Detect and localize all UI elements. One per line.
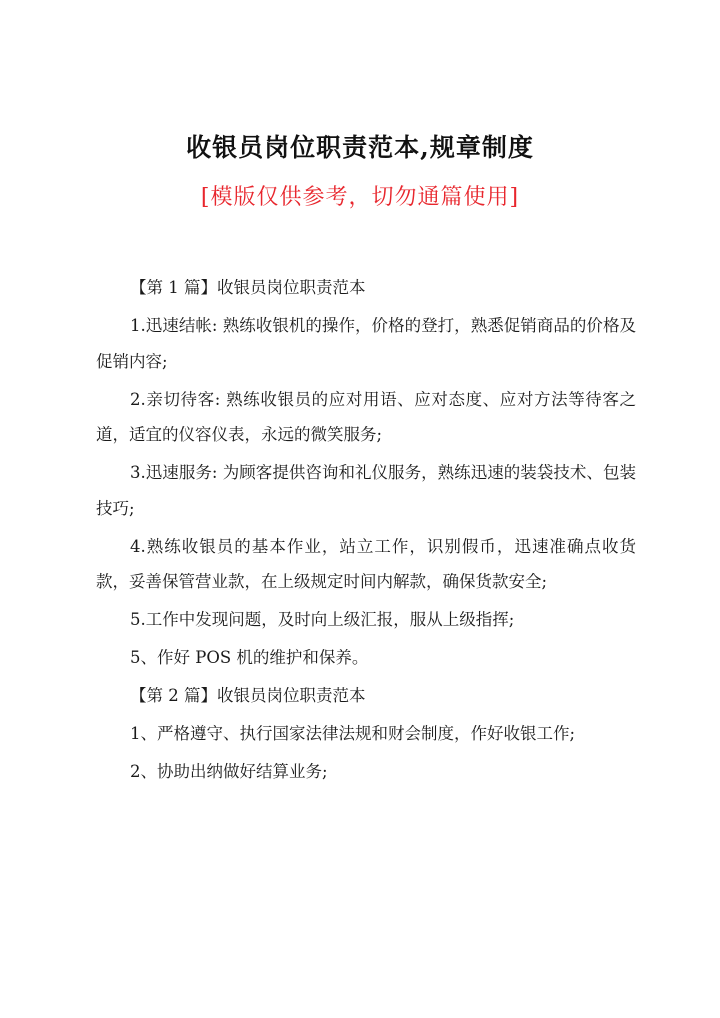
paragraph: 1、严格遵守、执行国家法律法规和财会制度，作好收银工作;: [130, 724, 576, 743]
paragraph: 1.迅速结帐: 熟练收银机的操作，价格的登打，熟悉促销商品的价格及促销内容;: [96, 316, 636, 371]
paragraph: 3.迅速服务: 为顾客提供咨询和礼仪服务，熟练迅速的装袋技术、包装技巧;: [96, 463, 636, 518]
paragraph: 2、协助出纳做好结算业务;: [130, 762, 328, 781]
section-1: [96, 270, 636, 676]
paragraph: 2.亲切待客: 熟练收银员的应对用语、应对态度、应对方法等待客之道，适宜的仪容仪表，永远的微笑服务;: [96, 389, 636, 444]
paragraph: 5.工作中发现问题，及时向上级汇报，服从上级指挥;: [130, 610, 515, 629]
document-subtitle: [模版仅供参考，切勿通篇使用]: [200, 185, 520, 210]
paragraph: 4.熟练收银员的基本作业，站立工作，识别假币，迅速准确点收货款，妥善保管营业款，在上级规定时间内解款，确保货款安全;: [96, 536, 636, 591]
section-2: [96, 678, 636, 790]
document-title: 收银员岗位职责范本,规章制度: [186, 133, 534, 162]
section-heading: 【第 1 篇】收银员岗位职责范本: [130, 278, 366, 297]
document-body: [96, 270, 636, 792]
paragraph: 5、作好 POS 机的维护和保养。: [130, 648, 369, 667]
section-heading: 【第 2 篇】收银员岗位职责范本: [130, 686, 366, 705]
